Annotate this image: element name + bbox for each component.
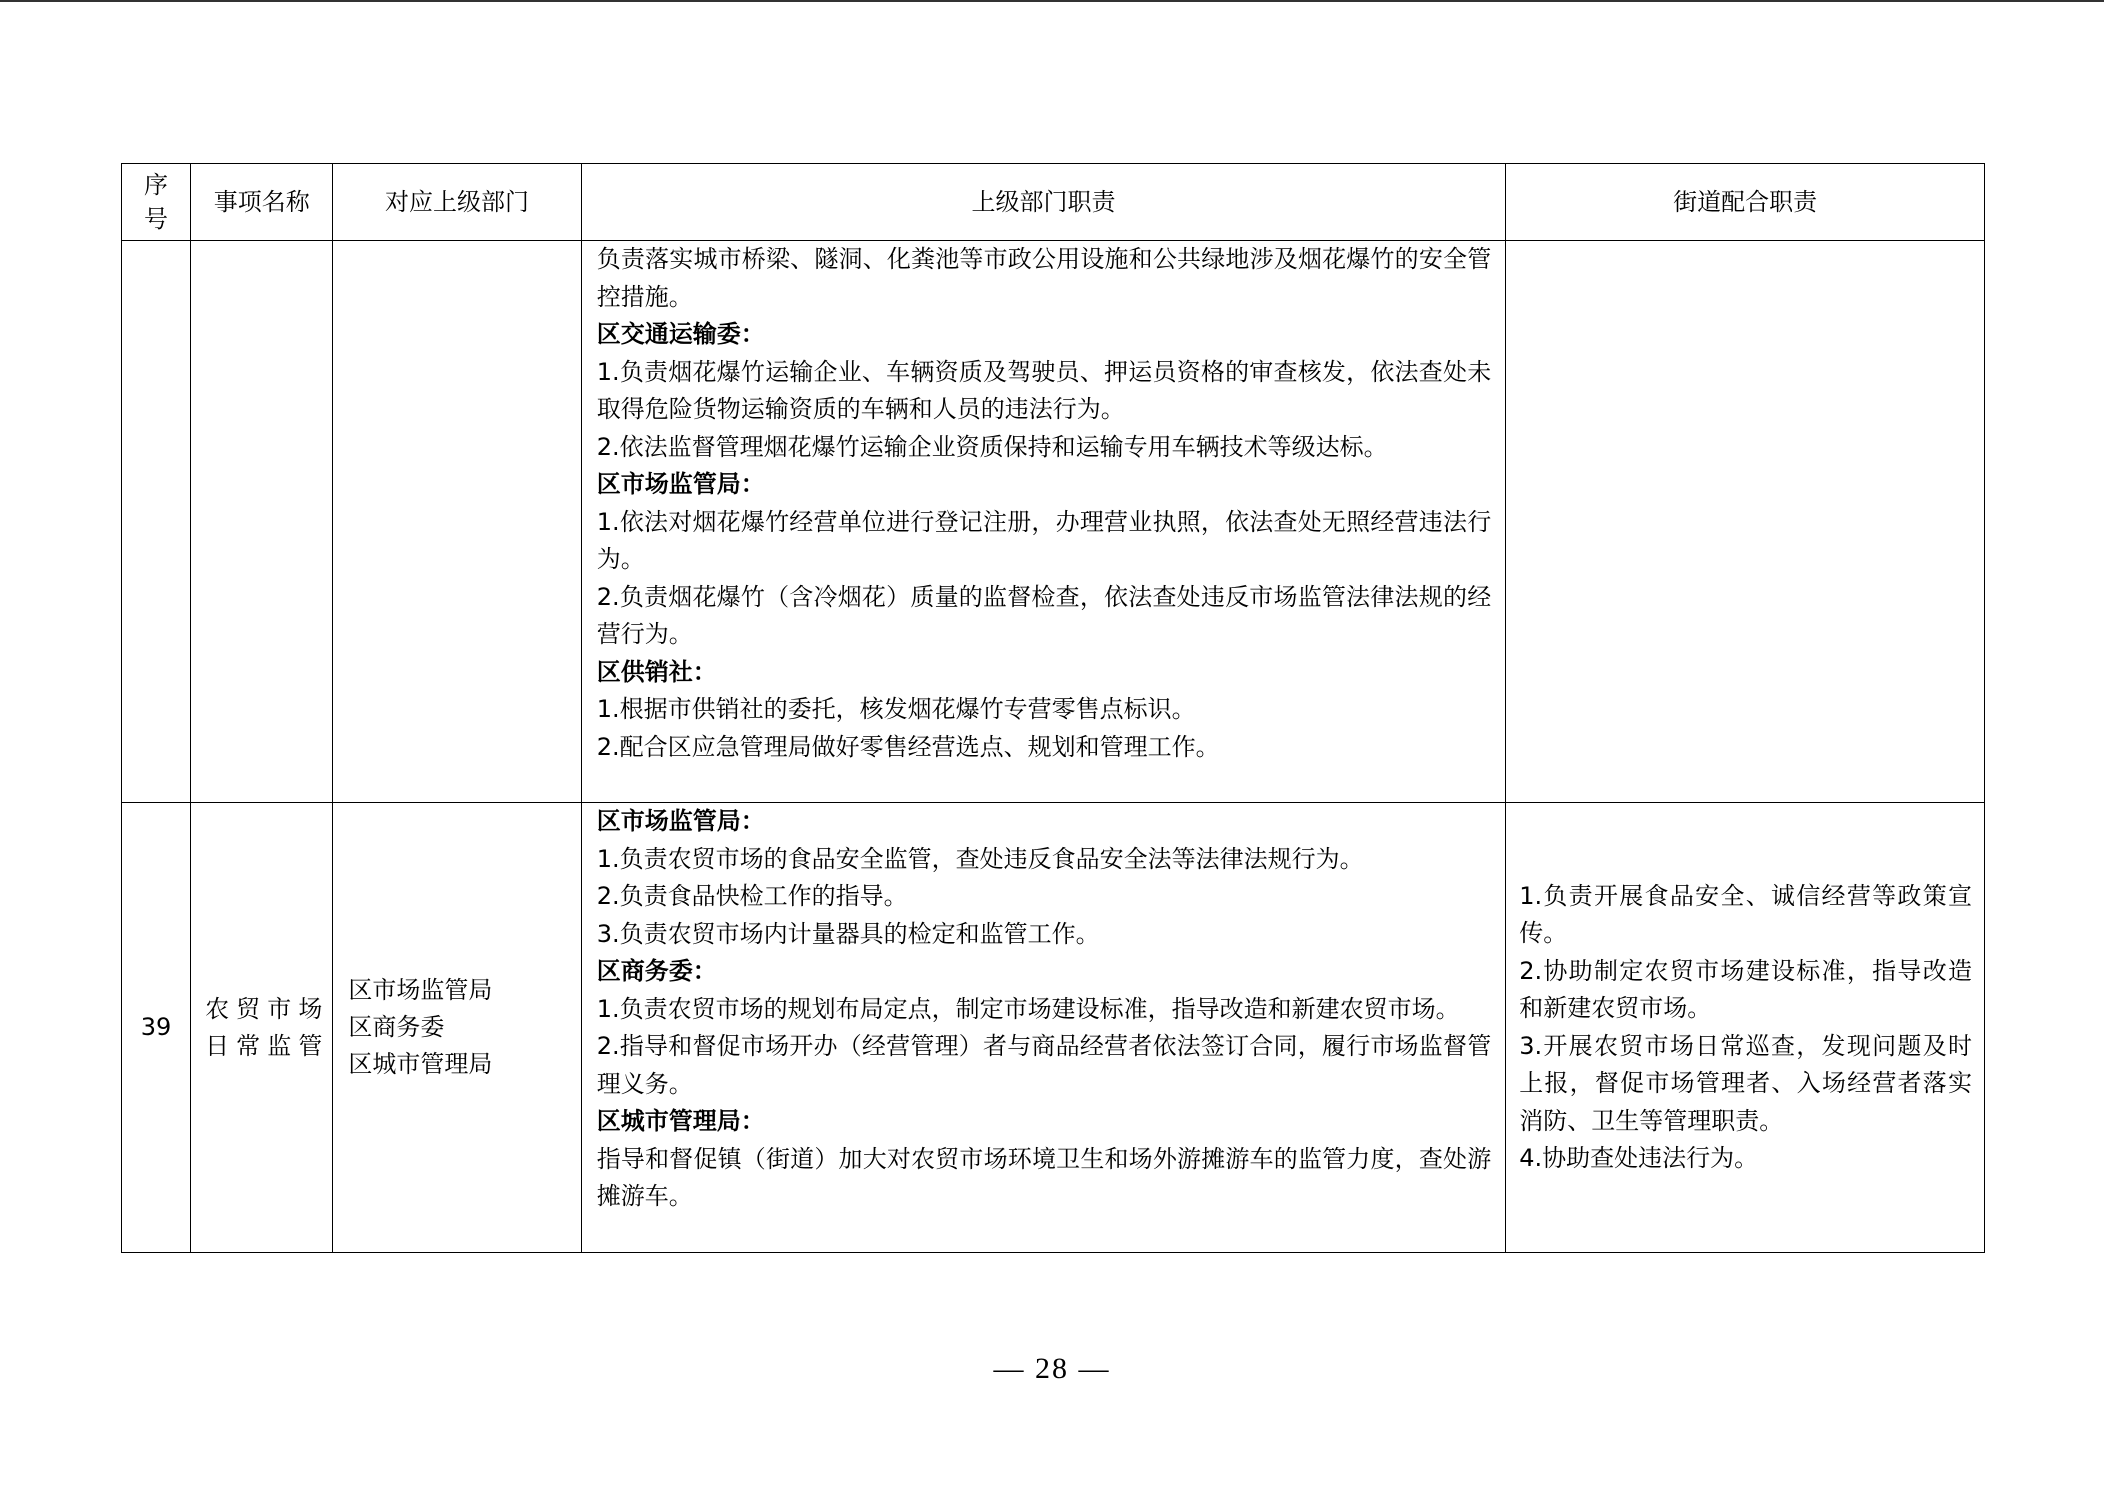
page-top-border (0, 0, 2104, 2)
header-item-name: 事项名称 (191, 164, 333, 241)
duty-line: 1.负责农贸市场的食品安全监管，查处违反食品安全法等法律法规行为。 (596, 844, 1364, 873)
department-name: 区市场监管局 (348, 976, 493, 1004)
duty-line: 指导和督促镇（街道）加大对农贸市场环境卫生和场外游摊游车的监管力度，查处游摊游车。 (596, 1144, 1492, 1210)
street-duties-cell (1506, 241, 1985, 803)
duty-line: 2.配合区应急管理局做好零售经营选点、规划和管理工作。 (596, 732, 1220, 761)
header-department-duties: 上级部门职责 (581, 164, 1505, 241)
duty-heading: 区城市管理局： (596, 1107, 765, 1135)
street-duty-line: 4.协助查处违法行为。 (1519, 1144, 1759, 1172)
department-duties-cell (581, 803, 1505, 1253)
table-header-row (122, 164, 1985, 241)
duty-line: 2.负责烟花爆竹（含冷烟花）质量的监督检查，依法查处违反市场监管法律法规的经营行为。 (596, 582, 1492, 648)
header-street-duties: 街道配合职责 (1506, 164, 1985, 241)
department-name: 区城市管理局 (348, 1050, 493, 1078)
seq-cell: 39 (122, 803, 191, 1253)
street-duties-cell (1506, 803, 1985, 1253)
department-cell (333, 241, 581, 803)
department-duties-cell (581, 241, 1505, 803)
department-cell (333, 803, 581, 1253)
table-row (122, 241, 1985, 803)
duty-line: 1.根据市供销社的委托，核发烟花爆竹专营零售点标识。 (596, 695, 1196, 723)
duty-line: 1.负责农贸市场的规划布局定点，制定市场建设标准，指导改造和新建农贸市场。 (596, 994, 1460, 1023)
duty-heading: 区供销社： (596, 657, 717, 686)
department-name: 区商务委 (348, 1013, 445, 1041)
duty-line: 负责落实城市桥梁、隧洞、化粪池等市政公用设施和公共绿地涉及烟花爆竹的安全管控措施。 (596, 245, 1492, 311)
item-name-cell: 农贸市场日常监管 (191, 803, 333, 1253)
page-number: — 28 — (993, 1352, 1111, 1385)
duty-line: 2.依法监督管理烟花爆竹运输企业资质保持和运输专用车辆技术等级达标。 (596, 432, 1388, 461)
street-duty-line: 3.开展农贸市场日常巡查，发现问题及时上报，督促市场管理者、入场经营者落实消防、卫生等管理职责。 (1519, 1031, 1972, 1135)
duty-heading: 区交通运输委： (596, 320, 765, 348)
duty-heading: 区商务委： (596, 957, 717, 985)
street-duty-line: 1.负责开展食品安全、诚信经营等政策宣传。 (1519, 881, 1972, 947)
street-duty-line: 2.协助制定农贸市场建设标准，指导改造和新建农贸市场。 (1519, 956, 1972, 1022)
table-row (122, 803, 1985, 1253)
seq-cell (122, 241, 191, 803)
duty-line: 1.负责烟花爆竹运输企业、车辆资质及驾驶员、押运员资格的审查核发，依法查处未取得危险货物运输资质的车辆和人员的违法行为。 (596, 357, 1492, 423)
duty-heading: 区市场监管局： (596, 807, 765, 835)
header-department: 对应上级部门 (333, 164, 581, 241)
responsibility-table (121, 163, 1985, 1253)
duty-line: 1.依法对烟花爆竹经营单位进行登记注册，办理营业执照，依法查处无照经营违法行为。 (596, 507, 1492, 573)
item-name-cell (191, 241, 333, 803)
header-seq: 序号 (122, 164, 191, 241)
duty-line: 2.指导和督促市场开办（经营管理）者与商品经营者依法签订合同，履行市场监督管理义务。 (596, 1032, 1492, 1098)
duty-line: 2.负责食品快检工作的指导。 (596, 882, 908, 910)
duty-line: 3.负责农贸市场内计量器具的检定和监管工作。 (596, 919, 1100, 948)
duty-heading: 区市场监管局： (596, 470, 765, 498)
